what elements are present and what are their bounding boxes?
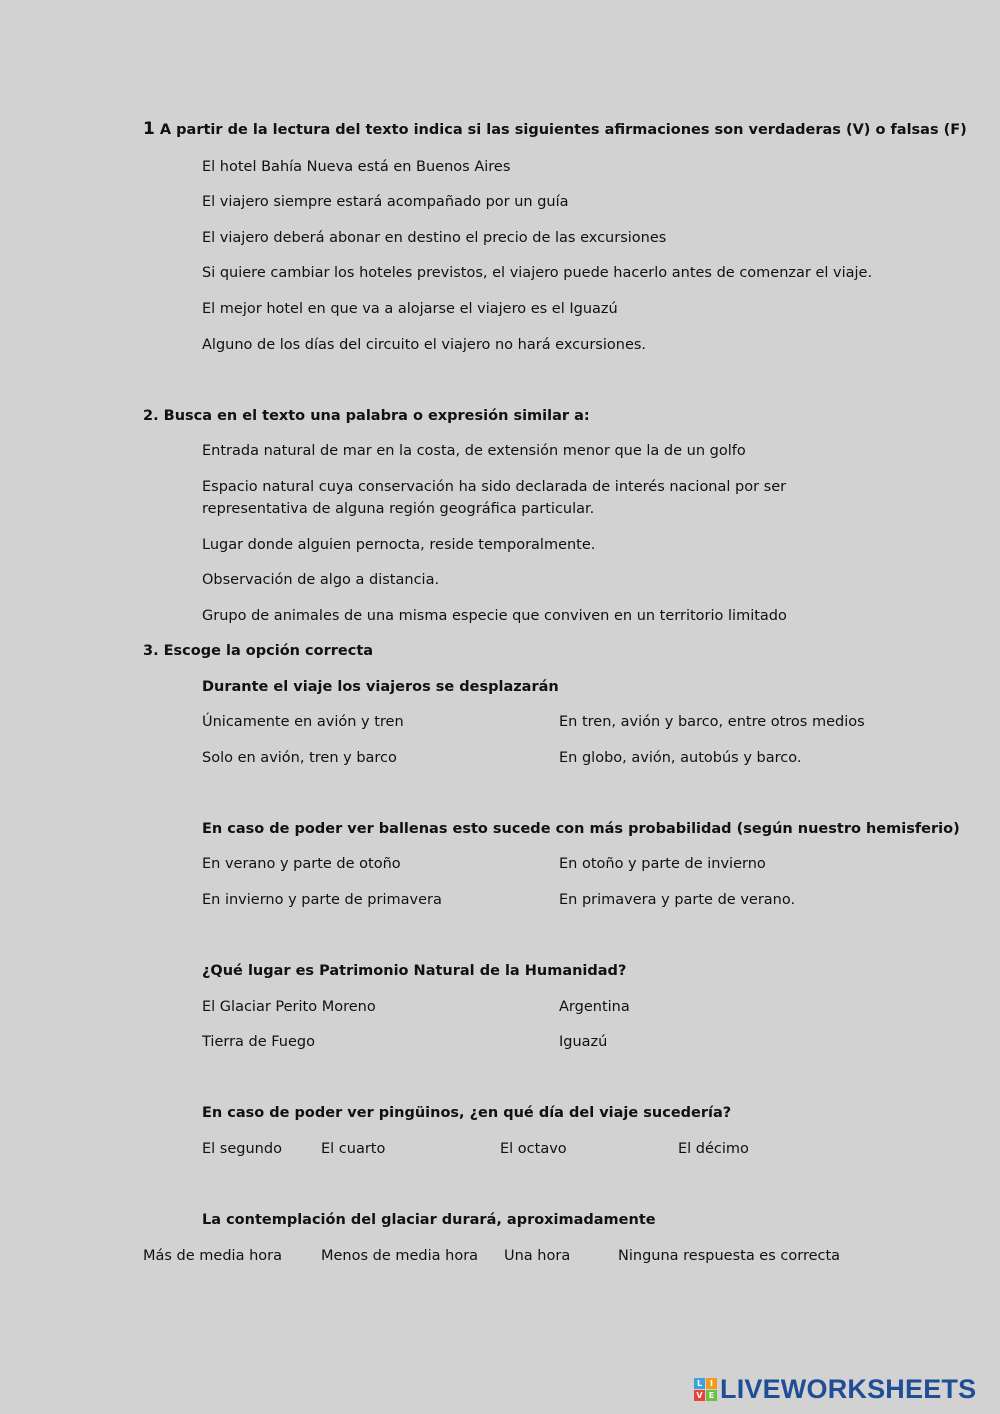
section-2-title: 2. Busca en el texto una palabra o expresión similar a: — [143, 408, 590, 424]
question-text: Durante el viaje los viajeros se desplazarán — [202, 679, 559, 695]
answer-option[interactable]: Tierra de Fuego — [202, 1034, 315, 1050]
definition-item: Lugar donde alguien pernocta, reside temporalmente. — [202, 537, 596, 553]
question-text: En caso de poder ver pingüinos, ¿en qué día del viaje sucedería? — [202, 1105, 732, 1121]
answer-option[interactable]: En otoño y parte de invierno — [559, 856, 766, 872]
answer-option[interactable]: Solo en avión, tren y barco — [202, 750, 397, 766]
logo-text: LIVEWORKSHEETS — [720, 1373, 977, 1404]
answer-option[interactable]: En globo, avión, autobús y barco. — [559, 750, 802, 766]
answer-option[interactable]: El cuarto — [321, 1141, 386, 1157]
logo-letter: V — [694, 1390, 705, 1401]
section-1-number: 1 — [143, 119, 155, 139]
answer-option[interactable]: En invierno y parte de primavera — [202, 892, 442, 908]
section-3-title: 3. Escoge la opción correcta — [143, 643, 374, 659]
section-1-heading — [143, 120, 967, 139]
answer-option[interactable]: Ninguna respuesta es correcta — [618, 1248, 841, 1264]
statement-item: El viajero siempre estará acompañado por un guía — [202, 194, 569, 210]
definition-item: Grupo de animales de una misma especie que conviven en un territorio limitado — [202, 608, 787, 624]
answer-option[interactable]: Menos de media hora — [321, 1248, 479, 1264]
definition-item: Observación de algo a distancia. — [202, 572, 440, 588]
statement-item: El mejor hotel en que va a alojarse el viajero es el Iguazú — [202, 301, 618, 317]
question-text: ¿Qué lugar es Patrimonio Natural de la Humanidad? — [202, 963, 627, 979]
answer-option[interactable]: Una hora — [504, 1248, 571, 1264]
live-badge-icon — [694, 1378, 717, 1401]
answer-option[interactable]: Únicamente en avión y tren — [202, 714, 404, 730]
answer-option[interactable]: El Glaciar Perito Moreno — [202, 999, 376, 1015]
statement-item: El viajero deberá abonar en destino el precio de las excursiones — [202, 230, 667, 246]
answer-option[interactable]: En verano y parte de otoño — [202, 856, 401, 872]
statement-item: El hotel Bahía Nueva está en Buenos Aires — [202, 159, 511, 175]
answer-option[interactable]: Iguazú — [559, 1034, 608, 1050]
definition-item: Entrada natural de mar en la costa, de extensión menor que la de un golfo — [202, 443, 746, 459]
question-text: La contemplación del glaciar durará, aproximadamente — [202, 1212, 656, 1228]
answer-option[interactable]: Más de media hora — [143, 1248, 282, 1264]
answer-option[interactable]: En primavera y parte de verano. — [559, 892, 796, 908]
section-1-title: A partir de la lectura del texto indica si las siguientes afirmaciones son verdaderas (V) o falsas (F) — [159, 122, 967, 138]
logo-letter: I — [706, 1378, 717, 1389]
answer-option[interactable]: En tren, avión y barco, entre otros medios — [559, 714, 865, 730]
statement-item: Alguno de los días del circuito el viajero no hará excursiones. — [202, 337, 647, 353]
definition-item: Espacio natural cuya conservación ha sido declarada de interés nacional por ser representativa de alguna región geográfica particular. — [202, 479, 787, 517]
answer-option[interactable]: El octavo — [500, 1141, 567, 1157]
liveworksheets-logo — [694, 1374, 976, 1404]
answer-option[interactable]: El décimo — [678, 1141, 749, 1157]
question-text: En caso de poder ver ballenas esto sucede con más probabilidad (según nuestro hemisferio) — [202, 821, 960, 837]
logo-letter: L — [694, 1378, 705, 1389]
statement-item: Si quiere cambiar los hoteles previstos, el viajero puede hacerlo antes de comenzar el viaje. — [202, 265, 873, 281]
answer-option[interactable]: Argentina — [559, 999, 630, 1015]
answer-option[interactable]: El segundo — [202, 1141, 282, 1157]
logo-letter: E — [706, 1390, 717, 1401]
